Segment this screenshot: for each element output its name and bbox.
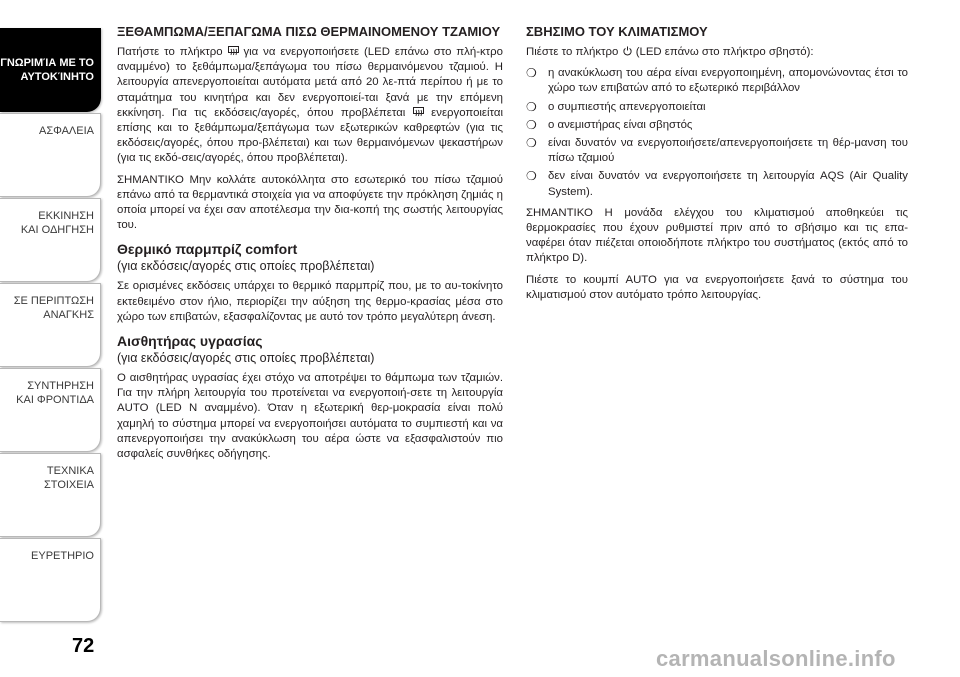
paragraph-humidity-sensor: Ο αισθητήρας υγρασίας έχει στόχο να αποτρέψει το θάμπωμα των τζαμιών. Για την πλήρη λειτουργία του προτείνεται να ενεργοποιή-σετε τη λειτουργία AUTO (LED N αναμμένο). Όταν η εξωτερική θερ-μοκρασία είναι πολύ χαμηλή το σύστημα μπορεί να ενεργοποιήσει αυτόματα το συμπιεστή και να απενεργοποιήσει την ανακύκλωση του αέρα ώστε να εξασφαλιστούν πιο ασφαλείς συνθήκες οδήγησης. [117, 372, 503, 461]
tab-label: ΕΥΡΕΤΗΡΙΟ [31, 550, 94, 562]
paragraph-defrost [117, 45, 503, 167]
tab-safety[interactable] [0, 113, 101, 197]
bullet: ❍ [526, 66, 537, 81]
paragraph-auto-restart: Πιέστε το κουμπί AUTO για να ενεργοποιήσετε ξανά το σύστημα του κλιματισμού στον αυτόματο τρόπο λειτουργίας. [526, 273, 908, 301]
tab-starting-driving[interactable] [0, 198, 101, 282]
tab-emergency[interactable] [0, 283, 101, 367]
section-heading-defrost: ΞΕΘΑΜΠΩΜΑ/ΞΕΠΑΓΩΜΑ ΠΙΣΩ ΘΕΡΜΑΙΝΟΜΕΝΟΥ ΤΖΑΜΙΟΥ [117, 24, 501, 39]
climate-off-effects-list [526, 66, 908, 200]
list-item-text: η ανακύκλωση του αέρα είναι ενεργοποιημένη, απομονώνοντας έτσι το χώρο των επιβατών από το εξωτερικό περιβάλλον [548, 67, 908, 95]
text: ενεργοποιείται επίσης και το ξεθάμπωμα/ξεπάγωμα των εξωτερικών καθρεφτών (για τις εκδόσεις/αγορές, όπου προ-βλέπεται) και των θερμαινόμενων ψεκαστήρων (για τις εκδό-σεις/αγορές, όπου προβλέπεται). [117, 106, 503, 165]
tab-label: ΑΣΦΑΛΕΙΑ [38, 125, 94, 137]
left-column [117, 24, 503, 468]
section-heading-climate-off: ΣΒΗΣΙΜΟ ΤΟΥ ΚΛΙΜΑΤΙΣΜΟΥ [526, 24, 708, 39]
list-item [526, 136, 908, 166]
subheading-availability: (για εκδόσεις/αγορές στις οποίες προβλέπεται) [117, 351, 375, 366]
bullet: ❍ [526, 117, 537, 132]
text: Πατήστε το πλήκτρο [117, 46, 223, 58]
bullet: ❍ [526, 136, 537, 151]
list-item-text: δεν είναι δυνατόν να ενεργοποιήσετε τη λειτουργία AQS (Air Quality System). [548, 170, 908, 198]
chapter-tabs [0, 28, 101, 623]
rear-defrost-icon [413, 107, 424, 117]
rear-defrost-icon [228, 46, 239, 56]
right-column [526, 24, 908, 309]
heading-humidity-sensor: Αισθητήρας υγρασίας [117, 333, 263, 350]
watermark: carmanualsonline.info [656, 646, 896, 671]
text: για να ενεργοποιήσετε (LED επάνω στο πλή-κτρο αναμμένο) το ξεθάμπωμα/ξεπάγωμα του πίσω θερμαινόμενου τζαμιού. Η λειτουργία απενεργοποιείται αυτόματα μετά από 20 λε-πτά περίπου ή με το σταμάτημα του κινητήρα και δεν ενεργοποιεί-ται ξανά με την επόμενη εκκίνηση. Για τις εκδόσεις/αγορές, όπου προβλέπεται [117, 46, 503, 119]
text: Πιέστε το πλήκτρο [526, 46, 619, 58]
paragraph-important-stickers: ΣΗΜΑΝΤΙΚΟ Μην κολλάτε αυτοκόλλητα στο εσωτερικό του πίσω τζαμιού επάνω από τα θερμαντικά στοιχεία για να αποφύγετε την πρόκληση ζημιάς η οποία μπορεί να έχει σαν αποτέλεσμα την δια-κοπή της σωστής λειτουργίας του. [117, 173, 503, 232]
paragraph-climate-off-intro [526, 45, 908, 60]
tab-label: ΕΚΚΙΝΗΣΗ ΚΑΙ ΟΔΗΓΗΣΗ [20, 210, 94, 236]
paragraph-important-memory: ΣΗΜΑΝΤΙΚΟ Η μονάδα ελέγχου του κλιματισμού αποθηκεύει τις θερμοκρασίες που έχουν ρυθμιστεί πριν από το σβήσιμο και τις επα-ναφέρει όταν πιέζεται οποιοδήποτε πλήκτρο του συστήματος (εκτός από το πλήκτρο D). [526, 206, 908, 265]
heading-thermal-windscreen: Θερμικό παρμπρίζ comfort [117, 241, 298, 258]
list-item-text: ο ανεμιστήρας είναι σβηστός [548, 118, 693, 131]
tab-label: ΣΕ ΠΕΡΙΠΤΩΣΗ ΑΝΑΓΚΗΣ [13, 295, 94, 321]
list-item [526, 66, 908, 96]
list-item-text: ο συμπιεστής απενεργοποιείται [548, 100, 706, 113]
list-item [526, 169, 908, 199]
bullet: ❍ [526, 99, 537, 114]
tab-maintenance[interactable] [0, 368, 101, 452]
bullet: ❍ [526, 169, 537, 184]
tab-getting-to-know-car[interactable] [0, 28, 101, 112]
page-number: 72 [72, 635, 95, 657]
power-icon [622, 46, 633, 56]
list-item [526, 118, 908, 133]
tab-index[interactable] [0, 538, 101, 622]
subheading-availability: (για εκδόσεις/αγορές στις οποίες προβλέπεται) [117, 259, 375, 274]
tab-technical-data[interactable] [0, 453, 101, 537]
list-item-text: είναι δυνατόν να ενεργοποιήσετε/απενεργοποιήσετε τη θέρ-μανση του πίσω τζαμιού [548, 137, 908, 165]
text: (LED επάνω στο πλήκτρο σβηστό): [635, 46, 814, 58]
tab-label: ΓΝΩΡΙΜΊΑ ΜΕ ΤΟ ΑΥΤΟΚΊΝΗΤΟ [0, 57, 94, 83]
paragraph-thermal-windscreen: Σε ορισμένες εκδόσεις υπάρχει το θερμικό παρμπρίζ που, με το αυ-τοκίνητο εκτεθειμένο στον ήλιο, περιορίζει την αύξηση της θερμο-κρασίας μέσα στο χώρο των επιβατών, εξασφαλίζοντας με αυτό τον τρόπο μεγαλύτερη άνεση. [117, 280, 503, 323]
tab-label: ΣΥΝΤΗΡΗΣΗ ΚΑΙ ΦΡΟΝΤΙΔΑ [16, 380, 94, 406]
list-item [526, 100, 908, 115]
tab-label: ΤΕΧΝΙΚΑ ΣΤΟΙΧΕΙΑ [44, 465, 94, 491]
